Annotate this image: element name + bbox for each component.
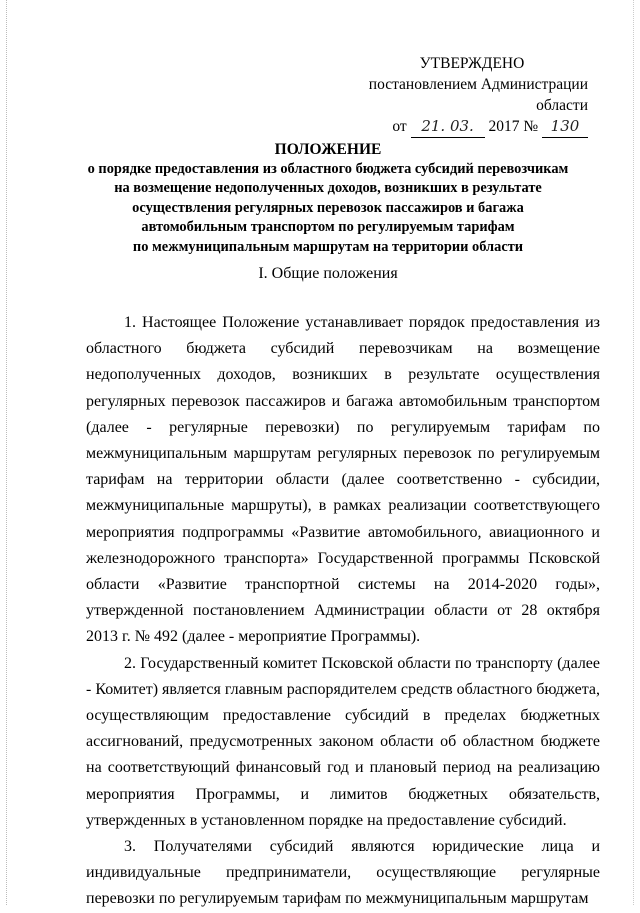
title-line: на возмещение недополученных доходов, возникших в результате	[114, 180, 542, 197]
approval-date-line	[316, 116, 588, 138]
paragraph-3: 3. Получателями субсидий являются юридические лица и индивидуальные предприниматели, осуществляющие регулярные перевозки по регулируемым тарифам по межмуниципальным маршрутам	[86, 838, 600, 908]
approval-status: УТВЕРЖДЕНО	[419, 55, 525, 72]
approval-authority: постановлением Администрации области	[368, 76, 588, 114]
scan-edge-right	[633, 0, 634, 905]
title-line: осуществления регулярных перевозок пассажиров и багажа	[132, 199, 524, 216]
approval-prefix: от	[392, 118, 407, 135]
title-line: автомобильным транспортом по регулируемым тарифам	[141, 219, 515, 236]
approval-year: 2017 №	[488, 118, 539, 135]
scan-edge-left	[6, 0, 7, 905]
paragraph-2: 2. Государственный комитет Псковской области по транспорту (далее - Комитет) является главным распорядителем средств областного бюджета, осуществляющим предоставление субсидий в пределах бюджетных ассигнований, предусмотренных законом области об областном бюджете на соответствующий финансовый год и плановый период на реализацию мероприятия Программы, и лимитов бюджетных обязательств, утвержденных в установленном порядке на предоставление субсидий.	[86, 654, 600, 829]
document-title	[50, 140, 606, 258]
title-line: о порядке предоставления из областного бюджета субсидий перевозчикам	[87, 160, 569, 177]
title-line: по межмуниципальным маршрутам на территории области	[132, 238, 524, 255]
document-body	[86, 310, 600, 913]
section-title: I. Общие положения	[258, 265, 398, 282]
paragraph-1: 1. Настоящее Положение устанавливает порядок предоставления из областного бюджета субсидий перевозчикам на возмещение недополученных доходов, возникших в результате осуществления регулярных перевозок пассажиров и багажа автомобильным транспортом (далее - регулярные перевозки) по регулируемым тарифам по межмуниципальным маршрутам регулярных перевозок по регулируемым тарифам на территории области (далее соответственно - субсидии, межмуниципальные маршруты), в рамках реализации соответствующего мероприятия подпрограммы «Развитие автомобильного, авиационного и железнодорожного транспорта» Государственной программы Псковской области «Развитие транспортной системы на 2014-2020 годы», утвержденной постановлением Администрации области от 28 октября 2013 г. № 492 (далее - мероприятие Программы).	[86, 314, 600, 646]
approval-stamp	[316, 53, 588, 138]
approval-date-handwritten: 21. 03.	[411, 116, 485, 138]
approval-number-handwritten: 130	[542, 116, 588, 138]
title-heading: ПОЛОЖЕНИЕ	[274, 141, 382, 158]
